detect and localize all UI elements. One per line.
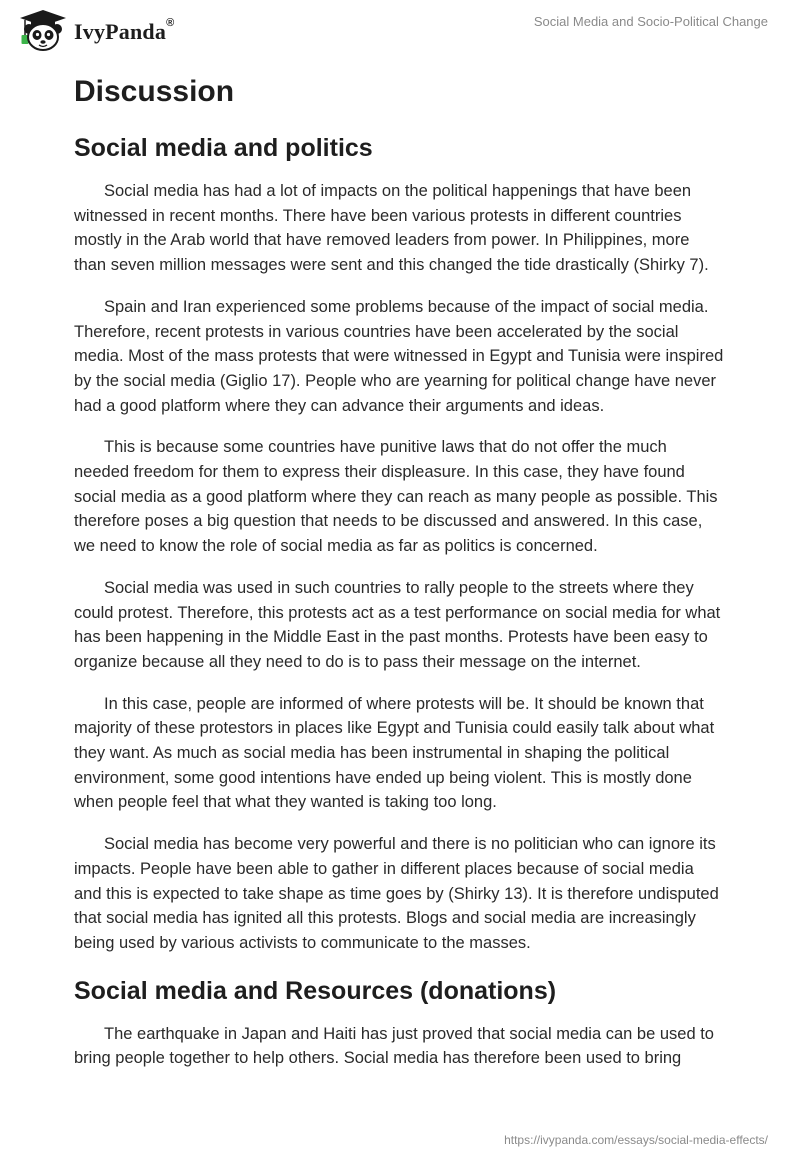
paragraph: Social media has had a lot of impacts on the political happenings that have been witnessed in recent months. There have been various protests in different countries mostly in the Arab world that have removed leaders from power. In Philippines, more than seven million messages were sent and this changed the tide drastically (Shirky 7).	[74, 182, 709, 275]
essay-content	[74, 70, 724, 1088]
section-heading: Social media and politics	[74, 134, 373, 162]
registered-mark: ®	[166, 17, 175, 29]
logo[interactable]	[16, 8, 174, 52]
paragraph: The earthquake in Japan and Haiti has just proved that social media can be used to bring people together to help others. Social media has therefore been used to bring	[74, 1024, 714, 1068]
paragraph: Social media has become very powerful and there is no politician who can ignore its impacts. People have been able to gather in different places because of social media and this is expected to take shape as time goes by (Shirky 13). It is therefore undisputed that social media has ignited all this protests. Blogs and social media are increasingly being used by various activists to communicate to the masses.	[74, 835, 719, 952]
source-url[interactable]: https://ivypanda.com/essays/social-media-effects/	[504, 1133, 768, 1147]
page-heading: Discussion	[74, 75, 235, 108]
paragraph: Spain and Iran experienced some problems because of the impact of social media. Therefore, recent protests in various countries have been accelerated by the social media. Most of the mass protests that were witnessed in Egypt and Tunisia were inspired by the social media (Giglio 17). People who are yearning for political change have never had a good platform where they can advance their arguments and ideas.	[74, 297, 724, 415]
logo-text	[74, 19, 174, 45]
logo-name: IvyPanda	[74, 19, 167, 44]
paragraph: This is because some countries have punitive laws that do not offer the much needed freedom for them to express their displeasure. In this case, they have found social media as a good platform where they can reach as many people as possible. This therefore poses a big question that needs to be discussed and answered. In this case, we need to know the role of social media as far as politics is concerned.	[74, 438, 718, 556]
paragraph: Social media was used in such countries to rally people to the streets where they could protest. Therefore, this protests act as a test performance on social media for what has been happening in the Middle East in the past months. Protests have been easy to organize because all they need to do is to pass their message on the internet.	[74, 578, 721, 671]
paragraph: In this case, people are informed of where protests will be. It should be known that majority of these protestors in places like Egypt and Tunisia could easily talk about what they want. As much as social media has been instrumental in shaping the political environment, some good intentions have ended up being violent. This is mostly done when people feel that what they wanted is taking too long.	[74, 694, 715, 812]
document-title: Social Media and Socio-Political Change	[533, 14, 768, 29]
section-heading: Social media and Resources (donations)	[74, 976, 557, 1005]
page-header	[0, 0, 800, 60]
panda-graduation-cap-icon	[16, 8, 70, 52]
